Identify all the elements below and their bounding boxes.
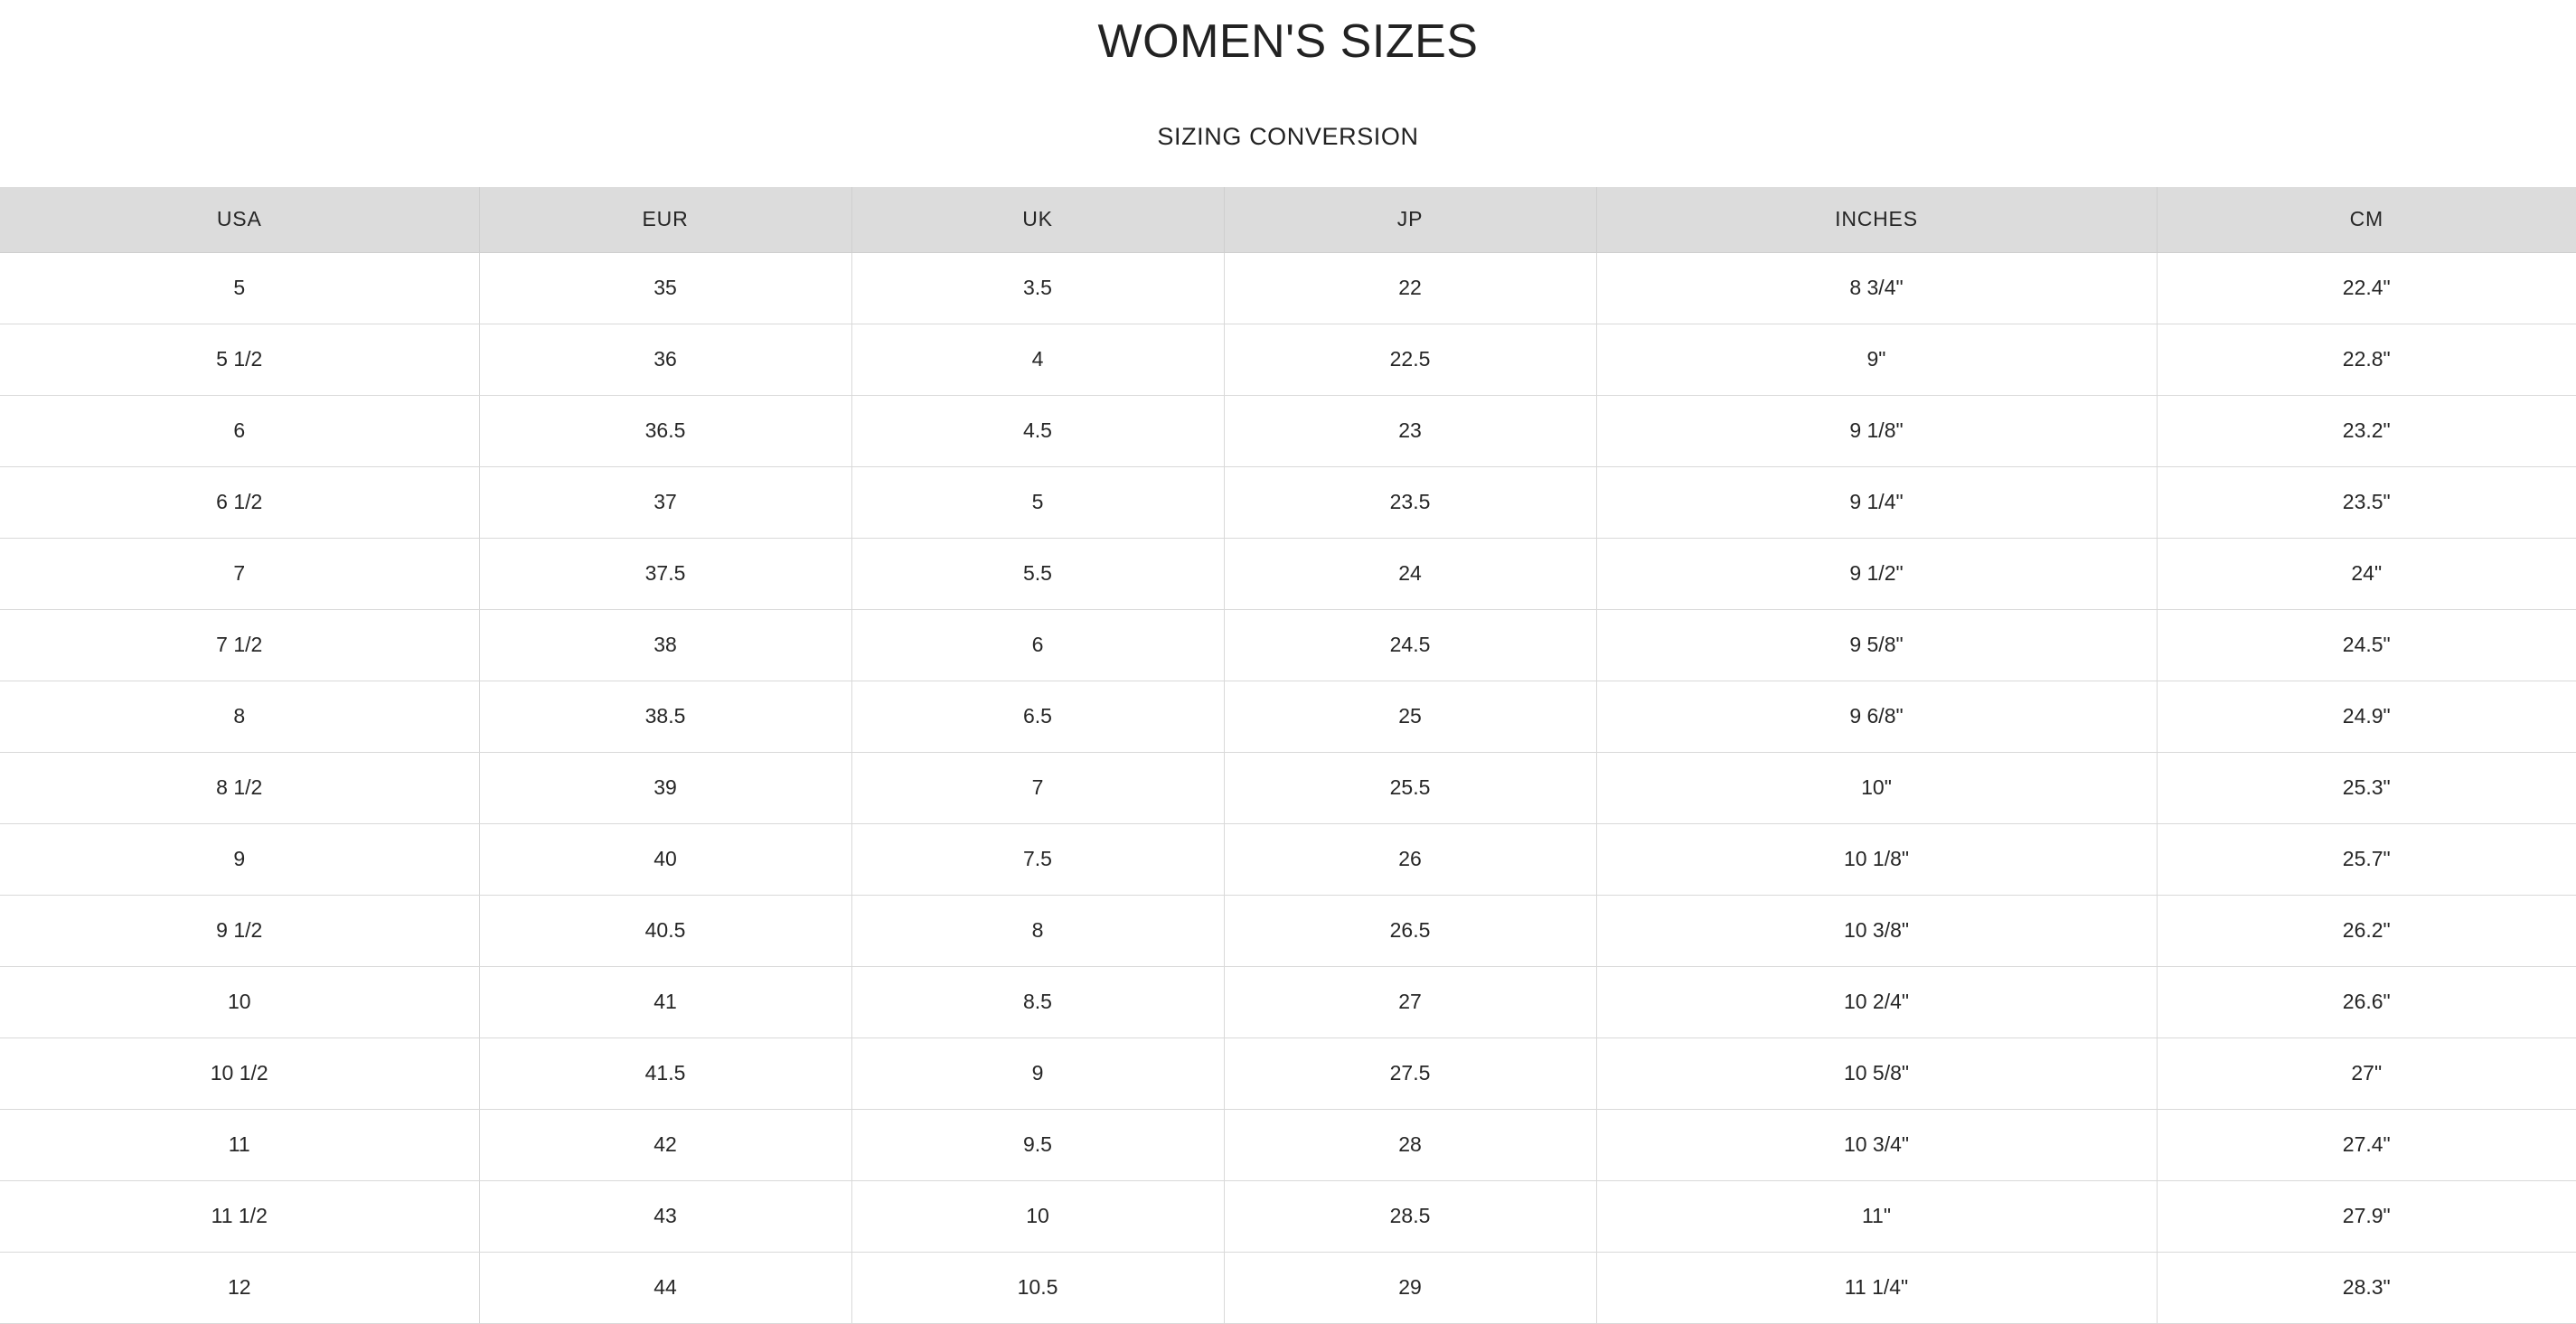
cell-usa: 11 1/2 (0, 1180, 479, 1252)
cell-uk: 4 (851, 324, 1224, 395)
cell-jp: 22 (1224, 252, 1596, 324)
table-row (0, 1180, 2576, 1252)
cell-uk: 9.5 (851, 1109, 1224, 1180)
table-header-row (0, 187, 2576, 253)
table-header (0, 187, 2576, 253)
cell-usa: 8 (0, 681, 479, 752)
cell-inches: 8 3/4" (1596, 252, 2157, 324)
cell-cm: 28.3" (2157, 1252, 2576, 1323)
cell-inches: 9 1/2" (1596, 538, 2157, 609)
cell-jp: 24 (1224, 538, 1596, 609)
cell-jp: 27 (1224, 966, 1596, 1038)
table-row (0, 538, 2576, 609)
cell-usa: 12 (0, 1252, 479, 1323)
cell-inches: 11 1/4" (1596, 1252, 2157, 1323)
page-title: WOMEN'S SIZES (1097, 15, 1479, 68)
cell-jp: 24.5 (1224, 609, 1596, 681)
cell-uk: 9 (851, 1038, 1224, 1109)
cell-cm: 23.5" (2157, 466, 2576, 538)
cell-cm: 27" (2157, 1038, 2576, 1109)
cell-jp: 26.5 (1224, 895, 1596, 966)
cell-inches: 10 5/8" (1596, 1038, 2157, 1109)
cell-uk: 3.5 (851, 252, 1224, 324)
cell-jp: 28 (1224, 1109, 1596, 1180)
table-row (0, 1109, 2576, 1180)
cell-usa: 6 1/2 (0, 466, 479, 538)
table-row (0, 823, 2576, 895)
cell-inches: 9 6/8" (1596, 681, 2157, 752)
cell-eur: 35 (479, 252, 851, 324)
table-row (0, 681, 2576, 752)
cell-inches: 10 3/8" (1596, 895, 2157, 966)
cell-uk: 4.5 (851, 395, 1224, 466)
cell-usa: 10 1/2 (0, 1038, 479, 1109)
column-header-usa: USA (0, 187, 479, 253)
cell-inches: 10 3/4" (1596, 1109, 2157, 1180)
cell-uk: 6 (851, 609, 1224, 681)
cell-usa: 9 (0, 823, 479, 895)
table-row (0, 252, 2576, 324)
cell-cm: 27.9" (2157, 1180, 2576, 1252)
cell-eur: 37.5 (479, 538, 851, 609)
cell-eur: 43 (479, 1180, 851, 1252)
cell-eur: 38 (479, 609, 851, 681)
table-row (0, 395, 2576, 466)
cell-jp: 26 (1224, 823, 1596, 895)
cell-inches: 10 2/4" (1596, 966, 2157, 1038)
cell-eur: 40.5 (479, 895, 851, 966)
cell-uk: 7 (851, 752, 1224, 823)
cell-cm: 24" (2157, 538, 2576, 609)
cell-inches: 10" (1596, 752, 2157, 823)
column-header-jp: JP (1224, 187, 1596, 253)
cell-cm: 24.9" (2157, 681, 2576, 752)
cell-usa: 9 1/2 (0, 895, 479, 966)
cell-cm: 26.2" (2157, 895, 2576, 966)
cell-eur: 36.5 (479, 395, 851, 466)
cell-usa: 6 (0, 395, 479, 466)
cell-eur: 40 (479, 823, 851, 895)
cell-uk: 8 (851, 895, 1224, 966)
cell-uk: 5.5 (851, 538, 1224, 609)
table-row (0, 752, 2576, 823)
table-row (0, 324, 2576, 395)
table-row (0, 1038, 2576, 1109)
cell-usa: 5 1/2 (0, 324, 479, 395)
cell-usa: 7 (0, 538, 479, 609)
cell-inches: 9 1/8" (1596, 395, 2157, 466)
cell-inches: 9 1/4" (1596, 466, 2157, 538)
cell-jp: 25.5 (1224, 752, 1596, 823)
cell-cm: 25.3" (2157, 752, 2576, 823)
cell-inches: 11" (1596, 1180, 2157, 1252)
column-header-inches: INCHES (1596, 187, 2157, 253)
cell-eur: 44 (479, 1252, 851, 1323)
column-header-cm: CM (2157, 187, 2576, 253)
cell-uk: 6.5 (851, 681, 1224, 752)
cell-eur: 39 (479, 752, 851, 823)
cell-cm: 27.4" (2157, 1109, 2576, 1180)
cell-jp: 25 (1224, 681, 1596, 752)
cell-jp: 29 (1224, 1252, 1596, 1323)
cell-jp: 28.5 (1224, 1180, 1596, 1252)
cell-cm: 26.6" (2157, 966, 2576, 1038)
cell-cm: 22.8" (2157, 324, 2576, 395)
page-subtitle: SIZING CONVERSION (1157, 123, 1419, 151)
table-body (0, 252, 2576, 1323)
cell-uk: 10 (851, 1180, 1224, 1252)
cell-usa: 11 (0, 1109, 479, 1180)
table-row (0, 895, 2576, 966)
table-row (0, 466, 2576, 538)
column-header-eur: EUR (479, 187, 851, 253)
cell-cm: 22.4" (2157, 252, 2576, 324)
cell-eur: 41.5 (479, 1038, 851, 1109)
size-conversion-table-wrapper (0, 187, 2576, 1324)
cell-cm: 24.5" (2157, 609, 2576, 681)
size-conversion-table (0, 187, 2576, 1324)
cell-usa: 5 (0, 252, 479, 324)
cell-jp: 23.5 (1224, 466, 1596, 538)
table-row (0, 609, 2576, 681)
cell-uk: 7.5 (851, 823, 1224, 895)
cell-eur: 42 (479, 1109, 851, 1180)
cell-uk: 5 (851, 466, 1224, 538)
cell-uk: 10.5 (851, 1252, 1224, 1323)
cell-jp: 22.5 (1224, 324, 1596, 395)
cell-inches: 9 5/8" (1596, 609, 2157, 681)
cell-uk: 8.5 (851, 966, 1224, 1038)
column-header-uk: UK (851, 187, 1224, 253)
cell-inches: 10 1/8" (1596, 823, 2157, 895)
table-row (0, 966, 2576, 1038)
cell-eur: 41 (479, 966, 851, 1038)
cell-usa: 10 (0, 966, 479, 1038)
cell-cm: 25.7" (2157, 823, 2576, 895)
cell-usa: 7 1/2 (0, 609, 479, 681)
cell-jp: 23 (1224, 395, 1596, 466)
cell-inches: 9" (1596, 324, 2157, 395)
cell-eur: 36 (479, 324, 851, 395)
cell-cm: 23.2" (2157, 395, 2576, 466)
table-row (0, 1252, 2576, 1323)
cell-usa: 8 1/2 (0, 752, 479, 823)
cell-eur: 38.5 (479, 681, 851, 752)
cell-eur: 37 (479, 466, 851, 538)
cell-jp: 27.5 (1224, 1038, 1596, 1109)
